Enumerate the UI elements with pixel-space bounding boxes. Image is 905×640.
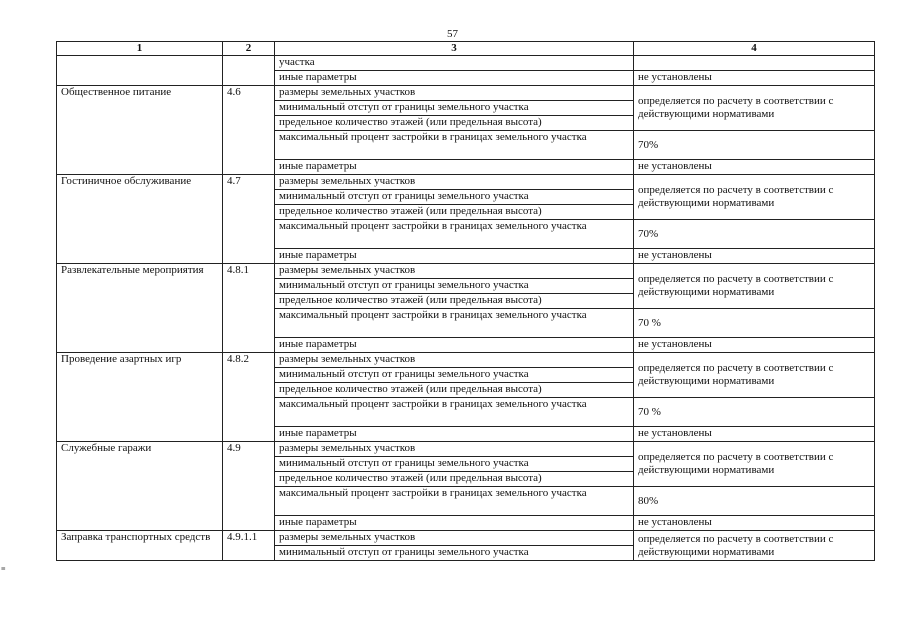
coverage-value-cell: 70 %	[634, 398, 875, 427]
parameter-cell: максимальный процент застройки в границах земельного участка	[275, 309, 634, 338]
value-cell: не установлены	[634, 249, 875, 264]
table-row	[57, 175, 875, 190]
groups-body	[57, 86, 875, 531]
value-cell: не установлены	[634, 160, 875, 175]
parameter-cell: иные параметры	[275, 71, 634, 86]
zoning-parameters-table	[56, 41, 875, 561]
parameter-cell: максимальный процент застройки в границах земельного участка	[275, 398, 634, 427]
land-use-name: Заправка транспортных средств	[57, 531, 223, 561]
land-use-name: Гостиничное обслуживание	[57, 175, 223, 264]
norm-value-cell: определяется по расчету в соответствии с действующими нормативами	[634, 175, 875, 220]
parameter-cell: иные параметры	[275, 516, 634, 531]
table-row	[57, 86, 875, 101]
value-cell: не установлены	[634, 71, 875, 86]
parameter-cell: минимальный отступ от границы земельного участка	[275, 368, 634, 383]
parameter-cell: предельное количество этажей (или предельная высота)	[275, 116, 634, 131]
header-col-2: 2	[223, 42, 275, 56]
parameter-cell: предельное количество этажей (или предельная высота)	[275, 294, 634, 309]
land-use-code: 4.9.1.1	[223, 531, 275, 561]
table-row	[57, 264, 875, 279]
header-col-3: 3	[275, 42, 634, 56]
parameter-cell: предельное количество этажей (или предельная высота)	[275, 472, 634, 487]
land-use-code: 4.8.2	[223, 353, 275, 442]
parameter-cell: участка	[275, 56, 634, 71]
parameter-cell: иные параметры	[275, 160, 634, 175]
parameter-cell: максимальный процент застройки в границах земельного участка	[275, 487, 634, 516]
header-row	[57, 42, 875, 56]
land-use-code: 4.7	[223, 175, 275, 264]
value-cell: не установлены	[634, 427, 875, 442]
parameter-cell: размеры земельных участков	[275, 86, 634, 101]
land-use-name: Служебные гаражи	[57, 442, 223, 531]
parameter-cell: размеры земельных участков	[275, 264, 634, 279]
parameter-cell: размеры земельных участков	[275, 175, 634, 190]
coverage-value-cell: 80%	[634, 487, 875, 516]
parameter-cell: минимальный отступ от границы земельного участка	[275, 546, 634, 561]
continuation-group-cell	[57, 56, 223, 86]
coverage-value-cell: 70%	[634, 131, 875, 160]
land-use-name: Общественное питание	[57, 86, 223, 175]
parameter-cell: иные параметры	[275, 427, 634, 442]
value-cell	[634, 56, 875, 71]
parameter-cell: предельное количество этажей (или предельная высота)	[275, 383, 634, 398]
table-row	[57, 353, 875, 368]
norm-value-cell: определяется по расчету в соответствии с действующими нормативами	[634, 353, 875, 398]
norm-value-cell: определяется по расчету в соответствии с действующими нормативами	[634, 86, 875, 131]
land-use-name: Проведение азартных игр	[57, 353, 223, 442]
parameter-cell: иные параметры	[275, 338, 634, 353]
land-use-code: 4.8.1	[223, 264, 275, 353]
parameter-cell: предельное количество этажей (или предельная высота)	[275, 205, 634, 220]
margin-mark: ≡	[1, 564, 5, 573]
parameter-cell: минимальный отступ от границы земельного участка	[275, 457, 634, 472]
norm-value-cell: определяется по расчету в соответствии с действующими нормативами	[634, 264, 875, 309]
parameter-cell: размеры земельных участков	[275, 531, 634, 546]
parameter-cell: максимальный процент застройки в границах земельного участка	[275, 220, 634, 249]
coverage-value-cell: 70 %	[634, 309, 875, 338]
land-use-code: 4.6	[223, 86, 275, 175]
value-cell: не установлены	[634, 516, 875, 531]
continuation-row	[57, 56, 875, 71]
norm-value-cell: определяется по расчету в соответствии с действующими нормативами	[634, 531, 875, 561]
continuation-code-cell	[223, 56, 275, 86]
value-cell: не установлены	[634, 338, 875, 353]
land-use-name: Развлекательные мероприятия	[57, 264, 223, 353]
parameter-cell: минимальный отступ от границы земельного участка	[275, 279, 634, 294]
parameter-cell: размеры земельных участков	[275, 353, 634, 368]
page-number: 57	[447, 28, 458, 40]
table-row	[57, 531, 875, 546]
parameter-cell: максимальный процент застройки в границах земельного участка	[275, 131, 634, 160]
parameter-cell: размеры земельных участков	[275, 442, 634, 457]
header-col-4: 4	[634, 42, 875, 56]
norm-value-cell: определяется по расчету в соответствии с действующими нормативами	[634, 442, 875, 487]
table-row	[57, 442, 875, 457]
header-col-1: 1	[57, 42, 223, 56]
coverage-value-cell: 70%	[634, 220, 875, 249]
parameter-cell: иные параметры	[275, 249, 634, 264]
land-use-code: 4.9	[223, 442, 275, 531]
parameter-cell: минимальный отступ от границы земельного участка	[275, 101, 634, 116]
parameter-cell: минимальный отступ от границы земельного участка	[275, 190, 634, 205]
